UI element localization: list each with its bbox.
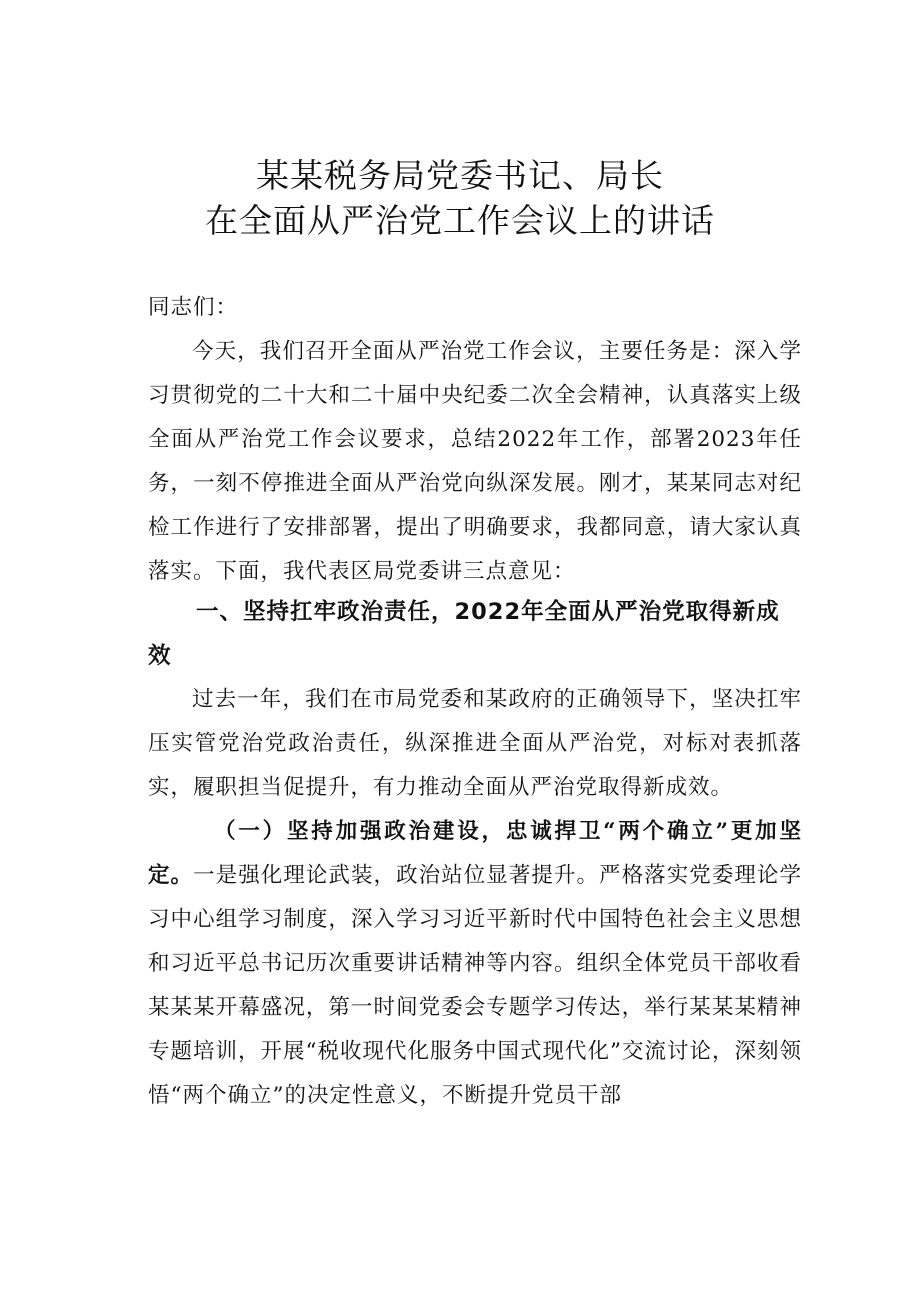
salutation: 同志们： xyxy=(148,295,239,320)
subheading-1: （一）坚持加强政治建设，忠诚捍卫“两个确立”更加坚定。 xyxy=(148,819,802,888)
paragraph-political-building xyxy=(148,810,802,1118)
document-title-line1: 某某税务局党委书记、局长 xyxy=(256,156,664,195)
document-title-line2: 在全面从严治党工作会议上的讲话 xyxy=(205,201,715,240)
section-heading-1: 一、坚持扛牢政治责任，2022年全面从严治党取得新成效 xyxy=(148,599,780,669)
paragraph-intro: 今天，我们召开全面从严治党工作会议，主要任务是：深入学习贯彻党的二十大和二十届中央纪委二次全会精神，认真落实上级全面从严治党工作会议要求，总结2022年工作，部署2023年任务，一刻不停推进全面从严治党向纵深发展。刚才，某某同志对纪检工作进行了安排部署，提出了明确要求，我都同意，请大家认真落实。下面，我代表区局党委讲三点意见： xyxy=(148,339,802,584)
paragraph-review: 过去一年，我们在市局党委和某政府的正确领导下，坚决扛牢压实管党治党政治责任，纵深推进全面从严治党，对标对表抓落实，履职担当促提升，有力推动全面从严治党取得新成效。 xyxy=(148,687,802,800)
paragraph-political-building-text: 一是强化理论武装，政治站位显著提升。严格落实党委理论学习中心组学习制度，深入学习习近平新时代中国特色社会主义思想和习近平总书记历次重要讲话精神等内容。组织全体党员干部收看某某某开幕盛况，第一时间党委会专题学习传达，举行某某某精神专题培训，开展“税收现代化服务中国式现代化”交流讨论，深刻领悟“两个确立”的决定性意义，不断提升党员干部 xyxy=(148,863,802,1108)
